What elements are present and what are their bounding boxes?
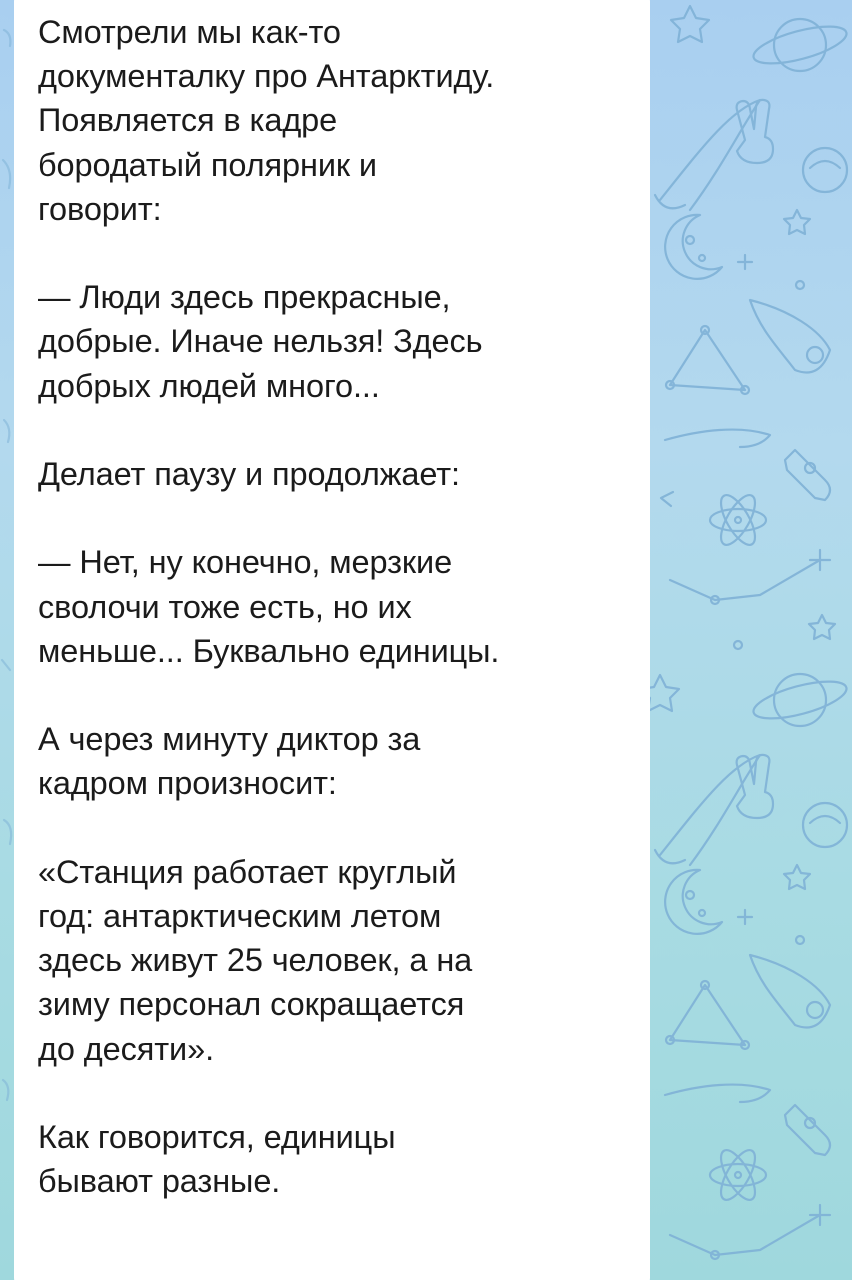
message-paragraph: Как говорится, единицы бывают разные.: [38, 1118, 396, 1200]
astronaut-helmet-icon: [803, 803, 847, 847]
comet-icon: [655, 755, 760, 865]
message-bubble[interactable]: [14, 0, 650, 1280]
rocket-icon: [785, 450, 830, 500]
rocket-icon: [785, 1105, 830, 1155]
message-paragraph: — Нет, ну конечно, мерзкие сволочи тоже есть, но их меньше... Буквально единицы.: [38, 544, 500, 669]
comet-icon: [750, 300, 830, 373]
pattern-tile-2: [641, 674, 850, 1259]
star-icon: [671, 6, 709, 42]
message-paragraph: Делает паузу и продолжает:: [38, 456, 460, 492]
sparkle-icon: [661, 492, 673, 506]
atom-icon: [710, 1145, 766, 1204]
comet-icon: [665, 430, 770, 447]
message-text: [38, 10, 626, 1203]
constellation-icon: [670, 550, 830, 604]
moon-icon: [665, 215, 722, 279]
star-icon: [784, 865, 810, 889]
comet-icon: [655, 100, 760, 210]
comet-icon: [665, 1085, 770, 1102]
comet-icon: [750, 955, 830, 1028]
constellation-icon: [670, 1205, 830, 1259]
sparkle-icon: [738, 255, 752, 269]
star-icon: [809, 615, 835, 639]
message-paragraph: «Станция работает круглый год: антарктическим летом здесь живут 25 человек, а на зиму персонал сокращается до десяти».: [38, 853, 473, 1067]
astronaut-helmet-icon: [803, 148, 847, 192]
left-edge-pattern: [2, 30, 11, 1100]
sparkle-icon: [738, 910, 752, 924]
planet-icon: [750, 19, 850, 71]
moon-icon: [665, 870, 722, 934]
message-paragraph: — Люди здесь прекрасные, добрые. Иначе нельзя! Здесь добрых людей много...: [38, 279, 483, 404]
constellation-icon: [666, 326, 749, 394]
planet-icon: [750, 674, 850, 726]
atom-icon: [710, 490, 766, 549]
star-icon: [784, 210, 810, 234]
pattern-tile-1: [655, 6, 850, 649]
constellation-icon: [666, 981, 749, 1049]
message-paragraph: Смотрели мы как-то документалку про Антарктиду. Появляется в кадре бородатый полярник и говорит:: [38, 14, 495, 227]
message-paragraph: А через минуту диктор за кадром произносит:: [38, 721, 421, 802]
